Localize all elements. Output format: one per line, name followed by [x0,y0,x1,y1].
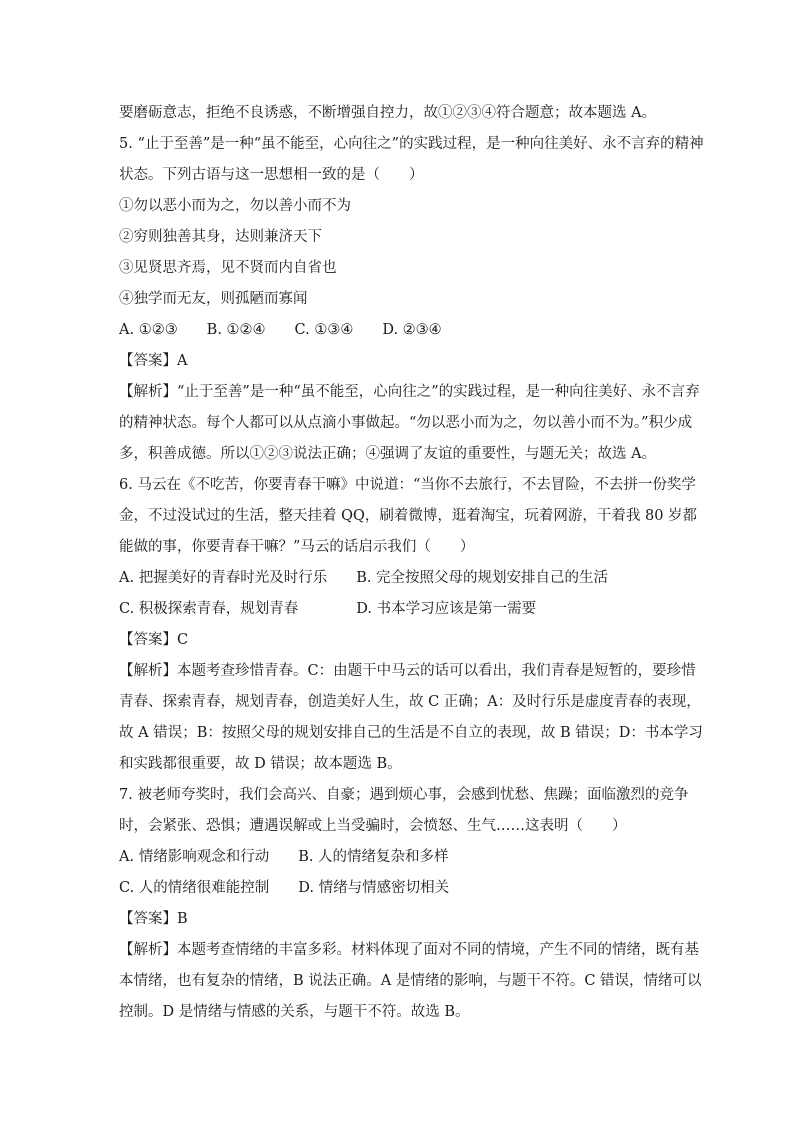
question-5-stem: 5. “止于至善”是一种“虽不能至，心向往之”的实践过程，是一种向往美好、永不言弃的精神 [119,136,704,152]
question-6-stem: 能做的事，你要青春干嘛？”马云的话启示我们（ ） [119,539,475,555]
question-7-stem: 时，会紧张、恐惧；遭遇误解或上当受骗时，会愤怒、生气……这表明（ ） [119,818,627,834]
document-page [119,98,704,1028]
question-5-item: ③见贤思齐焉，见不贤而内自省也 [119,260,337,276]
question-5-item: ④独学而无友，则孤陋而寡闻 [119,291,308,307]
question-5-item: ①勿以恶小而为之，勿以善小而不为 [119,198,351,214]
question-6-analysis: 【解析】本题考查珍惜青春。C：由题干中马云的话可以看出，我们青春是短暂的，要珍惜 [119,663,696,679]
question-7-stem: 7. 被老师夸奖时，我们会高兴、自豪；遇到烦心事，会感到忧愁、焦躁；面临激烈的竞争 [119,787,689,803]
question-5-analysis: 的精神状态。每个人都可以从点滴小事做起。“勿以恶小而为之，勿以善小而不为。”积少成 [119,415,693,431]
question-5-options: A. ①②③ B. ①②④ C. ①③④ D. ②③④ [119,322,442,338]
question-6-stem: 6. 马云在《不吃苦，你要青春干嘛》中说道：“当你不去旅行，不去冒险，不去拼一份奖学 [119,477,696,493]
question-6-analysis: 故 A 错误；B：按照父母的规划安排自己的生活是不自立的表现，故 B 错误；D：书本学习 [119,725,703,741]
question-7-analysis: 【解析】本题考查情绪的丰富多彩。材料体现了面对不同的情境，产生不同的情绪，既有基 [119,942,699,958]
question-7-answer: 【答案】B [119,911,188,927]
question-7-options: A. 情绪影响观念和行动 B. 人的情绪复杂和多样 [119,849,449,865]
question-6-analysis: 和实践都很重要，故 D 错误；故本题选 B。 [119,756,402,772]
question-6-analysis: 青春、探索青春，规划青春，创造美好人生，故 C 正确；A：及时行乐是虚度青春的表现， [119,694,701,710]
text-line: 要磨砺意志，拒绝不良诱惑，不断增强自控力，故①②③④符合题意；故本题选 A。 [119,105,657,121]
question-7-analysis: 控制。D 是情绪与情感的关系，与题干不符。故选 B。 [119,1004,470,1020]
question-5-analysis: 【解析】“止于至善”是一种“虽不能至，心向往之”的实践过程，是一种向往美好、永不言弃 [119,384,700,400]
question-5-item: ②穷则独善其身，达则兼济天下 [119,229,322,245]
question-6-options: C. 积极探索青春，规划青春 D. 书本学习应该是第一需要 [119,601,537,617]
question-6-answer: 【答案】C [119,632,189,648]
question-7-analysis: 本情绪，也有复杂的情绪，B 说法正确。A 是情绪的影响，与题干不符。C 错误，情绪可以 [119,973,702,989]
question-6-stem: 金，不过没试过的生活，整天挂着 QQ，刷着微博，逛着淘宝，玩着网游，干着我 80 岁都 [119,508,698,524]
question-5-answer: 【答案】A [119,353,188,369]
question-5-stem: 状态。下列古语与这一思想相一致的是（ ） [119,167,424,183]
question-7-options: C. 人的情绪很难能控制 D. 情绪与情感密切相关 [119,880,450,896]
question-5-analysis: 多，积善成德。所以①②③说法正确；④强调了友谊的重要性，与题无关；故选 A。 [119,446,657,462]
question-6-options: A. 把握美好的青春时光及时行乐 B. 完全按照父母的规划安排自己的生活 [119,570,609,586]
